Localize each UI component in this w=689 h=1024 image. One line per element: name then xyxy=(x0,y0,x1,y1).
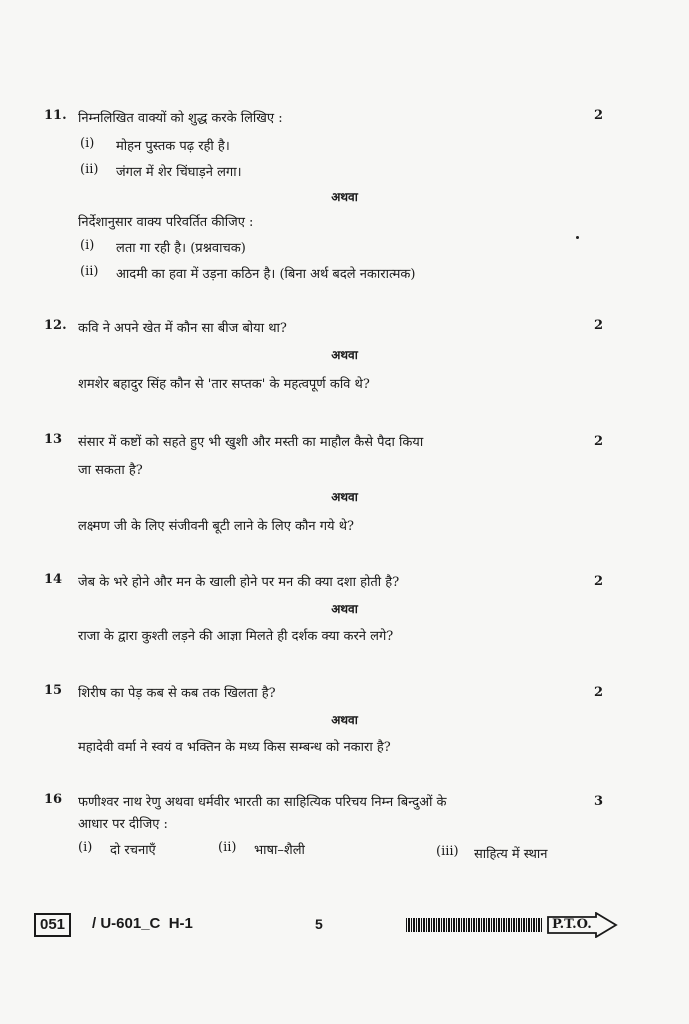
question-marks: 2 xyxy=(594,318,604,333)
question-marks: 2 xyxy=(594,434,604,449)
paper-code: 051 xyxy=(34,913,71,937)
question-marks: 3 xyxy=(594,794,604,809)
point-label: (ii) xyxy=(218,840,237,855)
question-number: 16 xyxy=(44,792,63,807)
point-text: भाषा–शैली xyxy=(254,843,305,858)
question-text: संसार में कष्टों को सहते हुए भी खुशी और मस्ती का माहौल कैसे पैदा किया xyxy=(78,435,424,450)
sub-text: मोहन पुस्तक पढ़ रही है। xyxy=(116,139,230,154)
question-marks: 2 xyxy=(594,574,604,589)
point-label: (i) xyxy=(78,840,93,855)
question-number: 13 xyxy=(44,432,63,447)
or-label: अथवा xyxy=(331,602,358,616)
sub-label: (i) xyxy=(80,238,95,253)
question-text-continued: जा सकता है? xyxy=(78,463,143,478)
question-text-continued: आधार पर दीजिए : xyxy=(78,817,168,832)
or-question-text: निर्देशानुसार वाक्य परिवर्तित कीजिए : xyxy=(78,215,254,230)
sub-label: (ii) xyxy=(80,162,99,177)
paper-series xyxy=(92,915,193,932)
or-label: अथवा xyxy=(331,713,358,727)
question-number: 14 xyxy=(44,572,63,587)
or-question-text: राजा के द्वारा कुश्ती लड़ने की आज्ञा मिलते ही दर्शक क्या करने लगे? xyxy=(78,629,394,644)
point-text: दो रचनाएँ xyxy=(110,843,156,858)
question-text: जेब के भरे होने और मन के खाली होने पर मन की क्या दशा होती है? xyxy=(78,575,400,590)
question-text: निम्नलिखित वाक्यों को शुद्ध करके लिखिए : xyxy=(78,111,283,126)
point-text: साहित्य में स्थान xyxy=(474,847,548,862)
series-code: / U-601_C xyxy=(92,915,161,932)
page-footer xyxy=(0,910,689,940)
or-question-text: लक्ष्मण जी के लिए संजीवनी बूटी लाने के लिए कौन गये थे? xyxy=(78,519,354,534)
or-label: अथवा xyxy=(331,190,358,204)
or-question-text: महादेवी वर्मा ने स्वयं व भक्तिन के मध्य किस सम्बन्ध को नकारा है? xyxy=(78,740,391,755)
sub-label: (i) xyxy=(80,136,95,151)
question-marks: 2 xyxy=(594,685,604,700)
pto-label: P.T.O. xyxy=(552,917,592,932)
question-text: शिरीष का पेड़ कब से कब तक खिलता है? xyxy=(78,686,276,701)
question-text: कवि ने अपने खेत में कौन सा बीज बोया था? xyxy=(78,321,287,336)
question-number: 11. xyxy=(44,108,67,123)
or-label: अथवा xyxy=(331,348,358,362)
scan-speck xyxy=(576,236,579,239)
sub-text: लता गा रही है। (प्रश्नवाचक) xyxy=(116,241,246,256)
barcode-graphic xyxy=(406,918,542,932)
or-question-text: शमशेर बहादुर सिंह कौन से 'तार सप्तक' के महत्वपूर्ण कवि थे? xyxy=(78,377,370,392)
question-text: फणीश्वर नाथ रेणु अथवा धर्मवीर भारती का साहित्यिक परिचय निम्न बिन्दुओं के xyxy=(78,795,447,810)
question-marks: 2 xyxy=(594,108,604,123)
set-code: H-1 xyxy=(168,915,193,932)
question-number: 15 xyxy=(44,683,63,698)
page-number: 5 xyxy=(315,916,323,932)
or-label: अथवा xyxy=(331,490,358,504)
point-label: (iii) xyxy=(436,844,459,859)
sub-label: (ii) xyxy=(80,264,99,279)
sub-text: जंगल में शेर चिंघाड़ने लगा। xyxy=(116,165,242,180)
sub-text: आदमी का हवा में उड़ना कठिन है। (बिना अर्थ बदले नकारात्मक) xyxy=(116,267,416,282)
question-number: 12. xyxy=(44,318,67,333)
